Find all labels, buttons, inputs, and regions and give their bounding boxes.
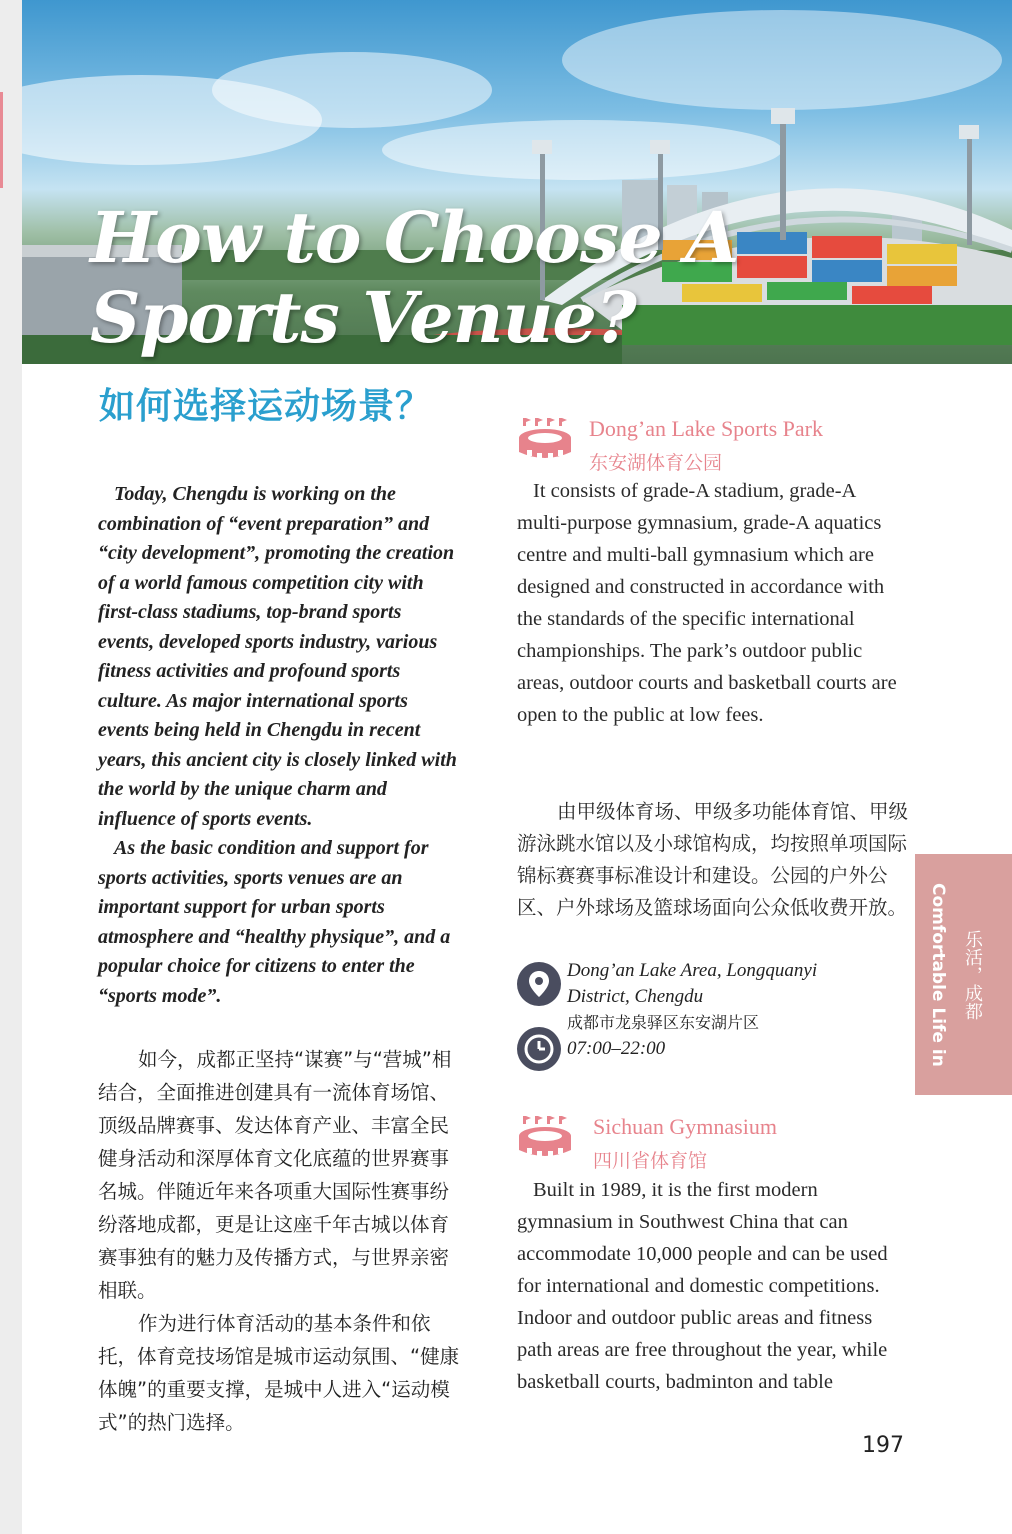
chinese-title: 如何选择运动场景？	[99, 386, 433, 427]
venue-description-en: It consists of grade-A stadium, grade-A multi-purpose gymnasium, grade-A aquatics centre and multi-ball gymnasium which are designed and constructed in accordance with the standards of the specific international championships. The park’s outdoor public areas, outdoor courts and basketball courts are open to the public at low fees.	[517, 480, 897, 726]
stadium-icon	[517, 1114, 573, 1162]
intro-en-paragraph-1: Today, Chengdu is working on the combination of “event preparation” and “city development”, promoting the creation of a world famous competition city with first-class stadiums, top-brand sports events, developed sports industry, various fitness activities and profound sports culture. As major international sports events being held in Chengdu in recent years, this ancient city is closely linked with the world by the unique charm and influence of sports events.	[98, 483, 457, 830]
clock-icon	[517, 1027, 561, 1071]
stadium-icon	[517, 416, 573, 464]
venue-address-cn: 成都市龙泉驿区东安湖片区	[567, 1013, 760, 1032]
hero-title-line2: Sports Venue?	[90, 276, 636, 359]
venue-address-en	[567, 958, 817, 1010]
venue-name-cn: 四川省体育馆	[593, 1150, 708, 1172]
intro-english	[98, 480, 458, 1011]
intro-chinese	[98, 1043, 460, 1439]
venue-name-en: Sichuan Gymnasium	[593, 1114, 777, 1139]
venue-hours: 07:00–22:00	[567, 1038, 666, 1059]
venue-address-line1: Dong’an Lake Area, Longquanyi	[567, 960, 818, 981]
venue-name-cn: 东安湖体育公园	[589, 452, 723, 474]
intro-cn-paragraph-1: 如今，成都正坚持“谋赛”与“营城”相结合，全面推进创建具有一流体育场馆、顶级品牌赛事、发达体育产业、丰富全民健身活动和深厚体育文化底蕴的世界赛事名城。伴随近年来各项重大国际性赛事纷纷落地成都，更是让这座千年古城以体育赛事独有的魅力及传播方式，与世界亲密相联。	[98, 1048, 452, 1302]
section-side-tab	[894, 854, 1012, 1095]
location-pin-icon	[517, 962, 561, 1006]
hero-title	[90, 198, 738, 358]
venue-address-line2: District, Chengdu	[567, 986, 704, 1007]
page-gutter	[0, 0, 22, 1534]
intro-cn-paragraph-2: 作为进行体育活动的基本条件和依托，体育竞技场馆是城市运动氛围、“健康体魄”的重要支撑，是城中人进入“运动模式”的热门选择。	[98, 1312, 460, 1434]
page-number: 197	[862, 1433, 904, 1458]
venue-description-cn: 由甲级体育场、甲级多功能体育馆、甲级游泳跳水馆以及小球馆构成，均按照单项国际锦标赛赛事标准设计和建设。公园的户外公区、户外球场及篮球场面向公众低收费开放。	[517, 800, 909, 919]
intro-en-paragraph-2: As the basic condition and support for sports activities, sports venues are an important support for urban sports atmosphere and “healthy physique”, and a popular choice for citizens to enter the “sports mode”.	[98, 837, 451, 1007]
gutter-mark	[0, 92, 3, 188]
side-tab-chinese: 乐活，成都	[962, 929, 983, 1020]
hero-title-line1: How to Choose A	[90, 196, 739, 279]
side-tab-english: Comfortable Life in Chengdu	[894, 882, 948, 1067]
venue-description-en: Built in 1989, it is the first modern gymnasium in Southwest China that can accommodate 10,000 people and can be used for international and domestic competitions. Indoor and outdoor public areas and fitness path areas are free throughout the year, while basketball courts, badminton and table	[517, 1179, 888, 1393]
venue-name-en: Dong’an Lake Sports Park	[589, 416, 824, 441]
hero-stadium-photo	[22, 0, 1012, 364]
